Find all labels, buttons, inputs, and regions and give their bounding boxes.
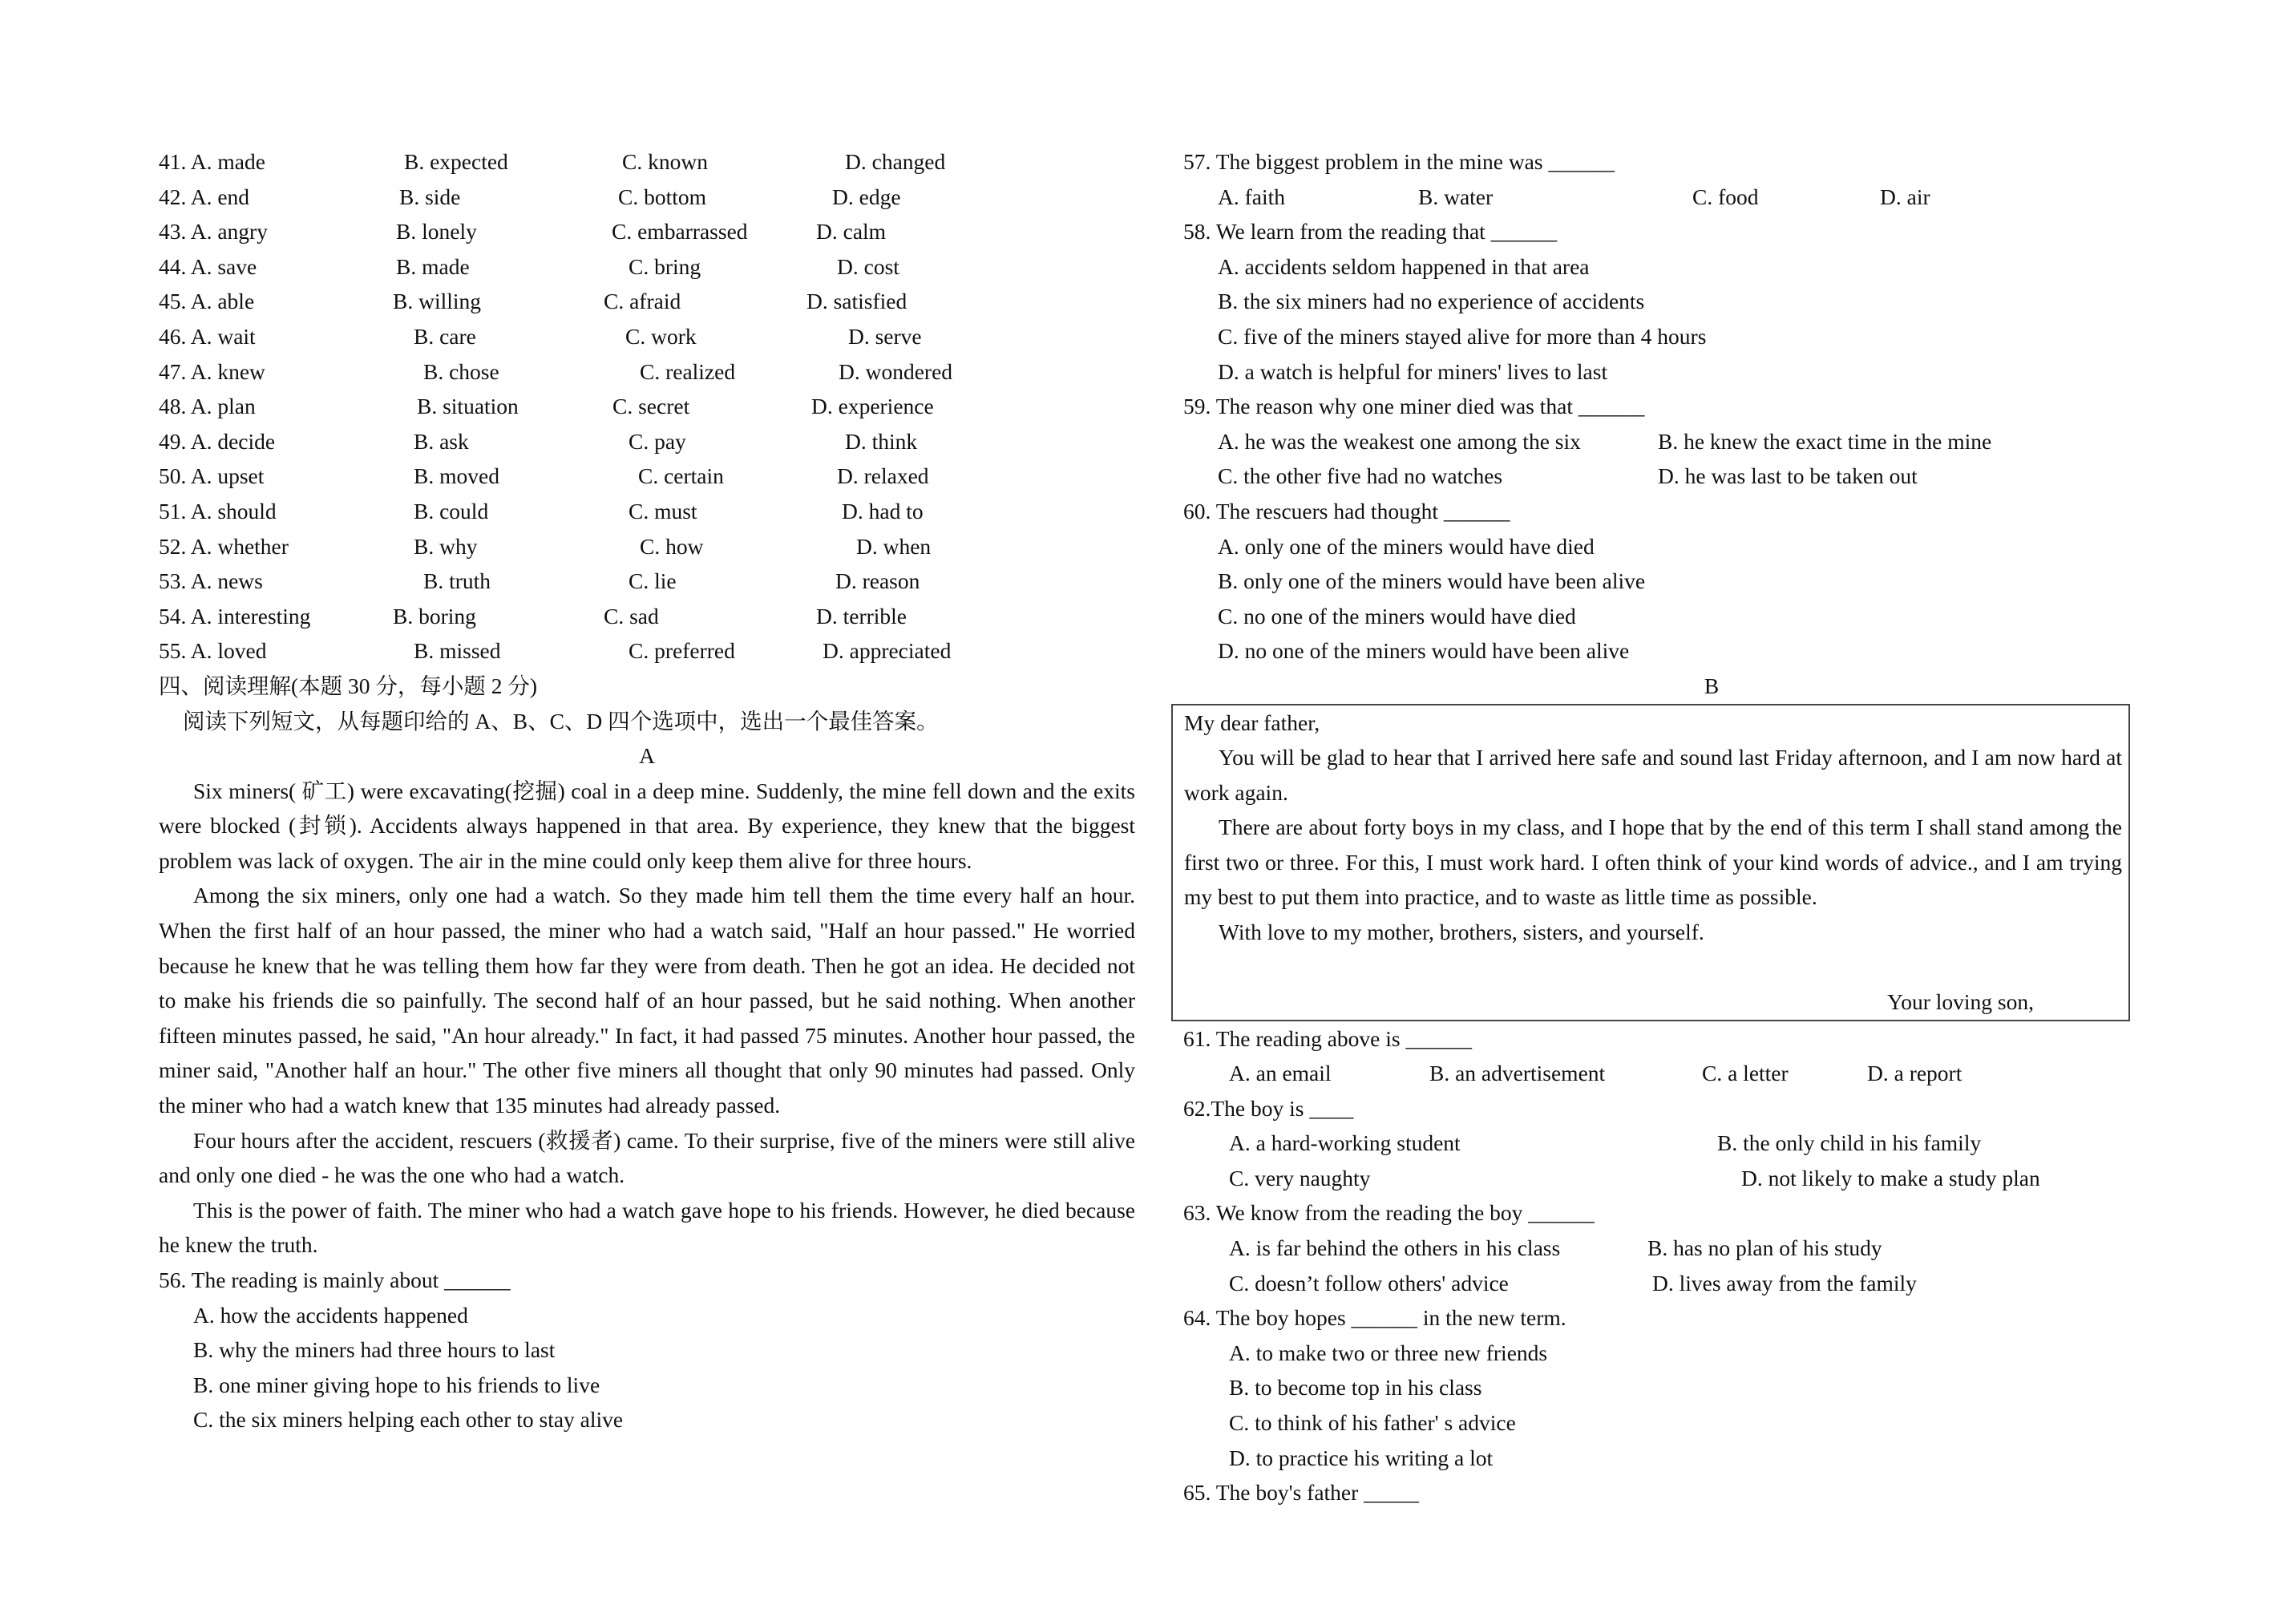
question-63-options-row	[1183, 1266, 2144, 1301]
cloze-option-c: C. sad	[604, 603, 659, 629]
cloze-option-d: D. when	[856, 533, 932, 559]
question-56-stem: 56. The reading is mainly about ______	[159, 1267, 511, 1292]
question-57-option-c: C. food	[1692, 184, 1759, 209]
cloze-row	[159, 284, 1135, 319]
question-64-option: C. to think of his father' s advice	[1229, 1410, 1516, 1436]
question-61-options	[1183, 1056, 2144, 1091]
question-60-option: C. no one of the miners would have died	[1218, 603, 1576, 629]
question-56-option: C. the six miners helping each other to stay alive	[193, 1407, 624, 1433]
cloze-option-b: B. could	[414, 498, 489, 523]
cloze-option-d: D. reason	[835, 568, 920, 594]
passage-b-title: B	[1704, 673, 1720, 698]
cloze-option-c: C. how	[640, 533, 704, 559]
question-63-stem: 63. We know from the reading the boy ______	[1183, 1200, 1595, 1226]
cloze-option-b: B. lonely	[396, 219, 477, 245]
question-64-stem: 64. The boy hopes ______ in the new term.	[1183, 1305, 1566, 1331]
question-59-option-a: A. he was the weakest one among the six	[1218, 428, 1581, 454]
cloze-option-d: D. changed	[845, 149, 946, 174]
question-57-stem: 57. The biggest problem in the mine was ______	[1183, 149, 1615, 174]
cloze-option-d: D. had to	[842, 498, 924, 523]
cloze-option-c: C. certain	[638, 463, 724, 489]
cloze-option-d: D. relaxed	[837, 463, 929, 489]
cloze-option-d: D. serve	[848, 323, 922, 349]
question-60-option: B. only one of the miners would have been alive	[1218, 568, 1646, 594]
cloze-option-a: 45. A. able	[159, 289, 255, 314]
question-61-option-c: C. a letter	[1702, 1061, 1789, 1086]
cloze-option-b: B. chose	[423, 358, 499, 384]
question-56-option: B. one miner giving hope to his friends to live	[193, 1372, 600, 1397]
letter-signature: Your loving son,	[1887, 988, 2034, 1014]
question-58-option: A. accidents seldom happened in that area	[1218, 253, 1590, 279]
cloze-option-b: B. willing	[393, 289, 482, 314]
cloze-option-c: C. work	[625, 323, 697, 349]
cloze-option-b: B. missed	[414, 638, 501, 664]
cloze-option-b: B. truth	[423, 568, 491, 594]
question-62-option-b: B. the only child in his family	[1717, 1130, 1982, 1156]
letter-paragraph: With love to my mother, brothers, sisters, and yourself.	[1219, 920, 1704, 945]
cloze-option-b: B. boring	[393, 603, 476, 629]
question-59-stem: 59. The reason why one miner died was that ______	[1183, 394, 1645, 419]
cloze-option-d: D. edge	[832, 184, 901, 209]
cloze-option-d: D. calm	[816, 219, 887, 245]
cloze-row	[159, 389, 1135, 424]
cloze-option-b: B. moved	[414, 463, 499, 489]
question-59-options-row	[1183, 459, 2144, 494]
letter-greeting: My dear father,	[1184, 709, 1320, 735]
question-63-options-row	[1183, 1231, 2144, 1266]
question-57-options	[1183, 180, 2144, 215]
cloze-option-c: C. lie	[629, 568, 677, 594]
question-62-option-a: A. a hard-working student	[1229, 1130, 1461, 1156]
question-64-option: A. to make two or three new friends	[1229, 1340, 1548, 1365]
question-62-option-c: C. very naughty	[1229, 1165, 1371, 1190]
cloze-option-d: D. satisfied	[806, 289, 907, 314]
question-57-option-a: A. faith	[1218, 184, 1286, 209]
cloze-row	[159, 214, 1135, 249]
question-62-stem: 62.The boy is ____	[1183, 1095, 1354, 1121]
question-65-stem: 65. The boy's father _____	[1183, 1480, 1419, 1506]
question-57-option-d: D. air	[1880, 184, 1930, 209]
cloze-option-a: 54. A. interesting	[159, 603, 311, 629]
question-61-option-d: D. a report	[1867, 1061, 1963, 1086]
cloze-option-d: D. cost	[837, 253, 899, 279]
cloze-option-a: 41. A. made	[159, 149, 265, 174]
passage-a-title: A	[639, 743, 655, 769]
question-61-option-a: A. an email	[1229, 1061, 1332, 1086]
cloze-option-c: C. realized	[640, 358, 736, 384]
passage-a-paragraph: Among the six miners, only one had a watch. So they made him tell them the time every half an hour. When the first half of an hour passed, the miner who had a watch said, "Half an hour passed." He worried because he knew that he was telling them how far they were from death. Then he got an idea. He decided not to make his friends die so painfully. The second half of an hour passed, but he said nothing. When another fifteen minutes passed, he said, "An hour already." In fact, it had passed 75 minutes. Another hour passed, the miner said, "Another half an hour." The other five miners all thought that only 90 minutes had passed. Only the miner who had a watch knew that 135 minutes had already passed.	[159, 883, 1135, 1118]
cloze-row	[159, 354, 1135, 390]
cloze-option-b: B. why	[414, 533, 478, 559]
cloze-row	[159, 599, 1135, 634]
question-58-option: D. a watch is helpful for miners' lives to last	[1218, 358, 1608, 384]
cloze-option-c: C. known	[622, 149, 708, 174]
cloze-row	[159, 459, 1135, 494]
passage-a-paragraph: Four hours after the accident, rescuers (救援者) came. To their surprise, five of the miners were still alive and only one died - he was the one who had a watch.	[159, 1127, 1135, 1188]
question-62-options-row	[1183, 1126, 2144, 1161]
question-64-option: B. to become top in his class	[1229, 1375, 1482, 1401]
letter-paragraph: There are about forty boys in my class, and I hope that by the end of this term I shall stand among the first two or three. For this, I must work hard. I often think of your kind words of advice., and I am trying my best to put them into practice, and to waste as little time as possible.	[1184, 815, 2122, 910]
passage-a-paragraph: Six miners( 矿工) were excavating(挖掘) coal in a deep mine. Suddenly, the mine fell down and the exits were blocked (封锁). Accidents always happened in that area. By experience, they knew that the biggest problem was lack of oxygen. The air in the mine could only keep them alive for three hours.	[159, 778, 1135, 873]
cloze-row	[159, 494, 1135, 529]
question-61-stem: 61. The reading above is ______	[1183, 1025, 1472, 1051]
letter-box	[1171, 704, 2130, 1021]
question-60-option: A. only one of the miners would have died	[1218, 533, 1595, 559]
question-56-option: A. how the accidents happened	[193, 1302, 468, 1328]
cloze-option-d: D. appreciated	[823, 638, 952, 664]
cloze-option-b: B. side	[399, 184, 461, 209]
passage-a-paragraph: This is the power of faith. The miner who had a watch gave hope to his friends. However, he died because he knew the truth.	[159, 1197, 1135, 1258]
question-62-option-d: D. not likely to make a study plan	[1741, 1165, 2040, 1190]
cloze-option-a: 50. A. upset	[159, 463, 265, 489]
cloze-option-d: D. experience	[811, 394, 934, 419]
question-61-option-b: B. an advertisement	[1429, 1061, 1606, 1086]
question-57-option-b: B. water	[1418, 184, 1494, 209]
cloze-option-b: B. ask	[414, 428, 469, 454]
cloze-row	[159, 424, 1135, 459]
cloze-option-b: B. care	[414, 323, 476, 349]
question-59-option-d: D. he was last to be taken out	[1658, 463, 1918, 489]
cloze-option-c: C. preferred	[629, 638, 735, 664]
right-column	[1183, 144, 2144, 1510]
question-58-stem: 58. We learn from the reading that ______	[1183, 219, 1558, 245]
question-63-option-d: D. lives away from the family	[1652, 1270, 1917, 1296]
cloze-option-a: 43. A. angry	[159, 219, 268, 245]
question-56-option: B. why the miners had three hours to last	[193, 1337, 556, 1363]
left-column	[159, 144, 1135, 1437]
question-64-option: D. to practice his writing a lot	[1229, 1445, 1494, 1470]
question-63-option-c: C. doesn’t follow others' advice	[1229, 1270, 1509, 1296]
cloze-row	[159, 249, 1135, 285]
question-62-options-row	[1183, 1161, 2144, 1196]
cloze-option-a: 44. A. save	[159, 253, 257, 279]
cloze-row	[159, 144, 1135, 180]
question-58-option: C. five of the miners stayed alive for more than 4 hours	[1218, 323, 1707, 349]
cloze-row	[159, 180, 1135, 215]
cloze-option-d: D. terrible	[816, 603, 907, 629]
cloze-option-d: D. think	[845, 428, 918, 454]
cloze-option-c: C. pay	[629, 428, 686, 454]
question-60-option: D. no one of the miners would have been alive	[1218, 638, 1630, 664]
cloze-option-b: B. situation	[417, 394, 519, 419]
cloze-row	[159, 529, 1135, 564]
cloze-option-d: D. wondered	[839, 358, 953, 384]
question-60-stem: 60. The rescuers had thought ______	[1183, 498, 1510, 523]
cloze-option-c: C. afraid	[604, 289, 681, 314]
cloze-option-b: B. made	[396, 253, 470, 279]
cloze-row	[159, 564, 1135, 599]
cloze-option-a: 52. A. whether	[159, 533, 289, 559]
question-59-option-c: C. the other five had no watches	[1218, 463, 1503, 489]
cloze-option-b: B. expected	[404, 149, 508, 174]
cloze-option-a: 46. A. wait	[159, 323, 256, 349]
question-63-option-a: A. is far behind the others in his class	[1229, 1235, 1561, 1261]
question-63-option-b: B. has no plan of his study	[1647, 1235, 1882, 1261]
cloze-option-c: C. embarrassed	[612, 219, 748, 245]
cloze-option-a: 47. A. knew	[159, 358, 265, 384]
question-59-options-row	[1183, 424, 2144, 459]
cloze-options-list	[159, 144, 1135, 669]
letter-paragraph: You will be glad to hear that I arrived here safe and sound last Friday afternoon, and I am now hard at work again.	[1184, 745, 2122, 805]
cloze-option-c: C. secret	[612, 394, 690, 419]
cloze-row	[159, 633, 1135, 669]
question-59-option-b: B. he knew the exact time in the mine	[1658, 428, 1992, 454]
section-heading: 四、阅读理解(本题 30 分，每小题 2 分)	[159, 673, 538, 698]
cloze-option-c: C. must	[629, 498, 697, 523]
cloze-option-c: C. bottom	[618, 184, 707, 209]
cloze-option-c: C. bring	[629, 253, 701, 279]
cloze-option-a: 55. A. loved	[159, 638, 267, 664]
cloze-option-a: 48. A. plan	[159, 394, 256, 419]
cloze-option-a: 49. A. decide	[159, 428, 276, 454]
question-58-option: B. the six miners had no experience of accidents	[1218, 289, 1645, 314]
cloze-option-a: 51. A. should	[159, 498, 277, 523]
section-instruction: 阅读下列短文，从每题印给的 A、B、C、D 四个选项中，选出一个最佳答案。	[183, 708, 939, 734]
cloze-option-a: 42. A. end	[159, 184, 250, 209]
cloze-option-a: 53. A. news	[159, 568, 263, 594]
cloze-row	[159, 319, 1135, 354]
